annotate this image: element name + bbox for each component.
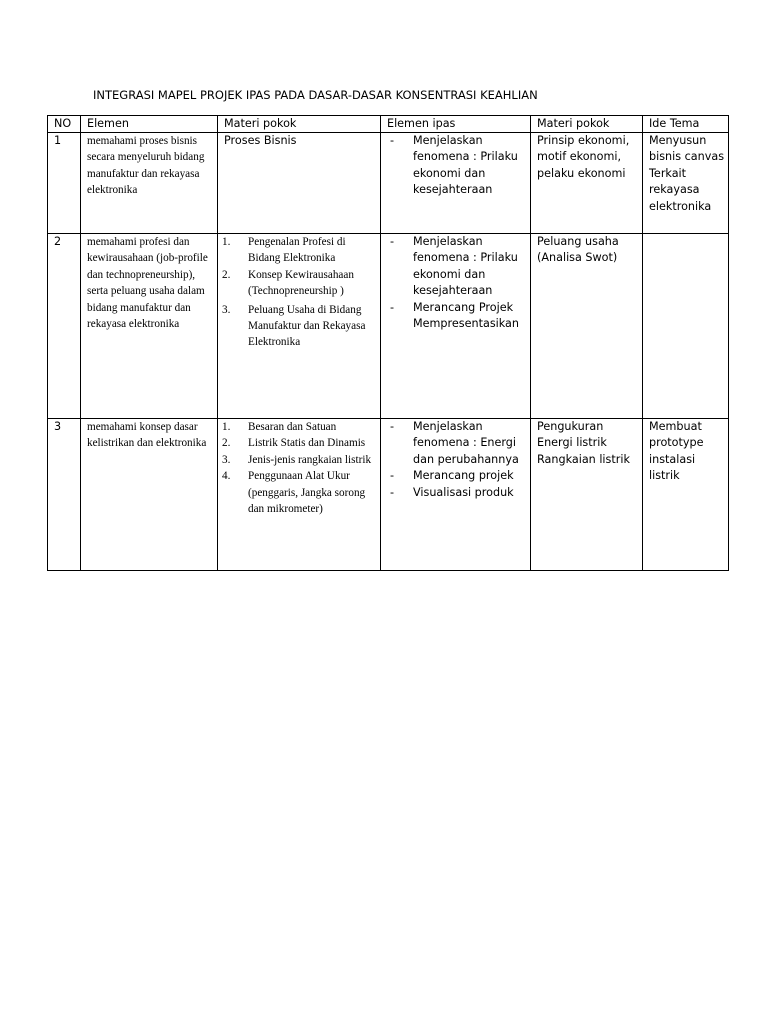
header-elemen: Elemen (81, 116, 218, 133)
list-item (387, 234, 527, 300)
list-item-text: Menjelaskan fenomena : Energi dan perubahannya (413, 420, 519, 466)
dash-marker: - (390, 134, 395, 147)
materi-pokok-list (224, 234, 377, 351)
list-item (224, 452, 377, 468)
materi-pokok-list (224, 419, 377, 517)
list-item-text: Peluang Usaha di Bidang Manufaktur dan Rekayasa Elektronika (248, 303, 366, 349)
elemen-ipas-list (387, 234, 527, 332)
list-item (387, 133, 527, 199)
cell-elemen: memahami proses bisnis secara menyeluruh bidang manufaktur dan rekayasa elektronika (81, 133, 218, 234)
table-row (48, 133, 729, 234)
number-marker: 1. (222, 236, 231, 248)
cell-materi-pokok-ipas: Peluang usaha (Analisa Swot) (531, 234, 643, 419)
list-item (224, 302, 377, 351)
header-materi-pokok-ipas: Materi pokok (531, 116, 643, 133)
dash-marker: - (390, 485, 395, 499)
dash-marker: - (390, 469, 395, 483)
list-item-text: Merancang projek (413, 469, 514, 483)
elemen-ipas-list (387, 133, 527, 199)
cell-ide-tema: Menyusun bisnis canvas Terkait rekayasa elektronika (643, 133, 729, 234)
cell-materi-pokok (218, 234, 381, 419)
number-marker: 1. (222, 421, 231, 433)
cell-no: 2 (48, 234, 81, 419)
list-item (224, 267, 377, 300)
cell-no: 3 (48, 419, 81, 571)
list-item (387, 468, 527, 484)
list-item-text: Menjelaskan fenomena : Prilaku ekonomi dan kesejahteraan (413, 235, 518, 298)
cell-elemen: memahami konsep dasar kelistrikan dan elektronika (81, 419, 218, 571)
header-materi-pokok: Materi pokok (218, 116, 381, 133)
cell-ide-tema: Membuat prototype instalasi listrik (643, 419, 729, 571)
list-item-text: Listrik Statis dan Dinamis (248, 437, 366, 450)
list-item-text: Besaran dan Satuan (248, 421, 337, 433)
list-item (387, 485, 527, 501)
number-marker: 4. (222, 470, 231, 483)
list-item (224, 435, 377, 451)
list-item-text: Menjelaskan fenomena : Prilaku ekonomi dan kesejahteraan (413, 134, 518, 197)
list-item-text: Visualisasi produk (413, 485, 514, 499)
cell-elemen-ipas (381, 234, 531, 419)
header-no: NO (48, 116, 81, 133)
number-marker: 3. (222, 453, 231, 466)
cell-elemen-ipas (381, 419, 531, 571)
list-item (224, 234, 377, 267)
dash-marker: - (390, 300, 395, 314)
cell-materi-pokok (218, 419, 381, 571)
list-item (224, 468, 377, 517)
table-row (48, 419, 729, 571)
dash-marker: - (390, 420, 395, 433)
list-item-text: Merancang Projek Mempresentasikan (413, 300, 519, 331)
header-elemen-ipas: Elemen ipas (381, 116, 531, 133)
list-item (387, 300, 527, 333)
table-row (48, 234, 729, 419)
integration-table (47, 115, 729, 571)
header-ide-tema: Ide Tema (643, 116, 729, 133)
cell-ide-tema (643, 234, 729, 419)
list-item-text: Konsep Kewirausahaan (Technopreneurship ) (248, 268, 354, 298)
cell-elemen: memahami profesi dan kewirausahaan (job-profile dan technopreneurship), serta peluang usaha dalam bidang manufaktur dan rekayasa elektronika (81, 234, 218, 419)
cell-elemen-ipas (381, 133, 531, 234)
list-item-text: Penggunaan Alat Ukur (penggaris, Jangka sorong dan mikrometer) (248, 470, 366, 516)
cell-materi-pokok-ipas: Pengukuran Energi listrik Rangkaian listrik (531, 419, 643, 571)
list-item (224, 419, 377, 435)
list-item-text: Jenis-jenis rangkaian listrik (248, 453, 372, 466)
table-header-row (48, 116, 729, 133)
document-title: INTEGRASI MAPEL PROJEK IPAS PADA DASAR-DASAR KONSENTRASI KEAHLIAN (93, 88, 538, 102)
number-marker: 2. (222, 268, 231, 281)
number-marker: 3. (222, 303, 231, 316)
dash-marker: - (390, 235, 395, 248)
number-marker: 2. (222, 437, 231, 450)
list-item (387, 419, 527, 468)
list-item-text: Pengenalan Profesi di Bidang Elektronika (248, 236, 346, 265)
elemen-ipas-list (387, 419, 527, 501)
cell-no: 1 (48, 133, 81, 234)
cell-materi-pokok: Proses Bisnis (218, 133, 381, 234)
cell-materi-pokok-ipas: Prinsip ekonomi, motif ekonomi, pelaku ekonomi (531, 133, 643, 234)
